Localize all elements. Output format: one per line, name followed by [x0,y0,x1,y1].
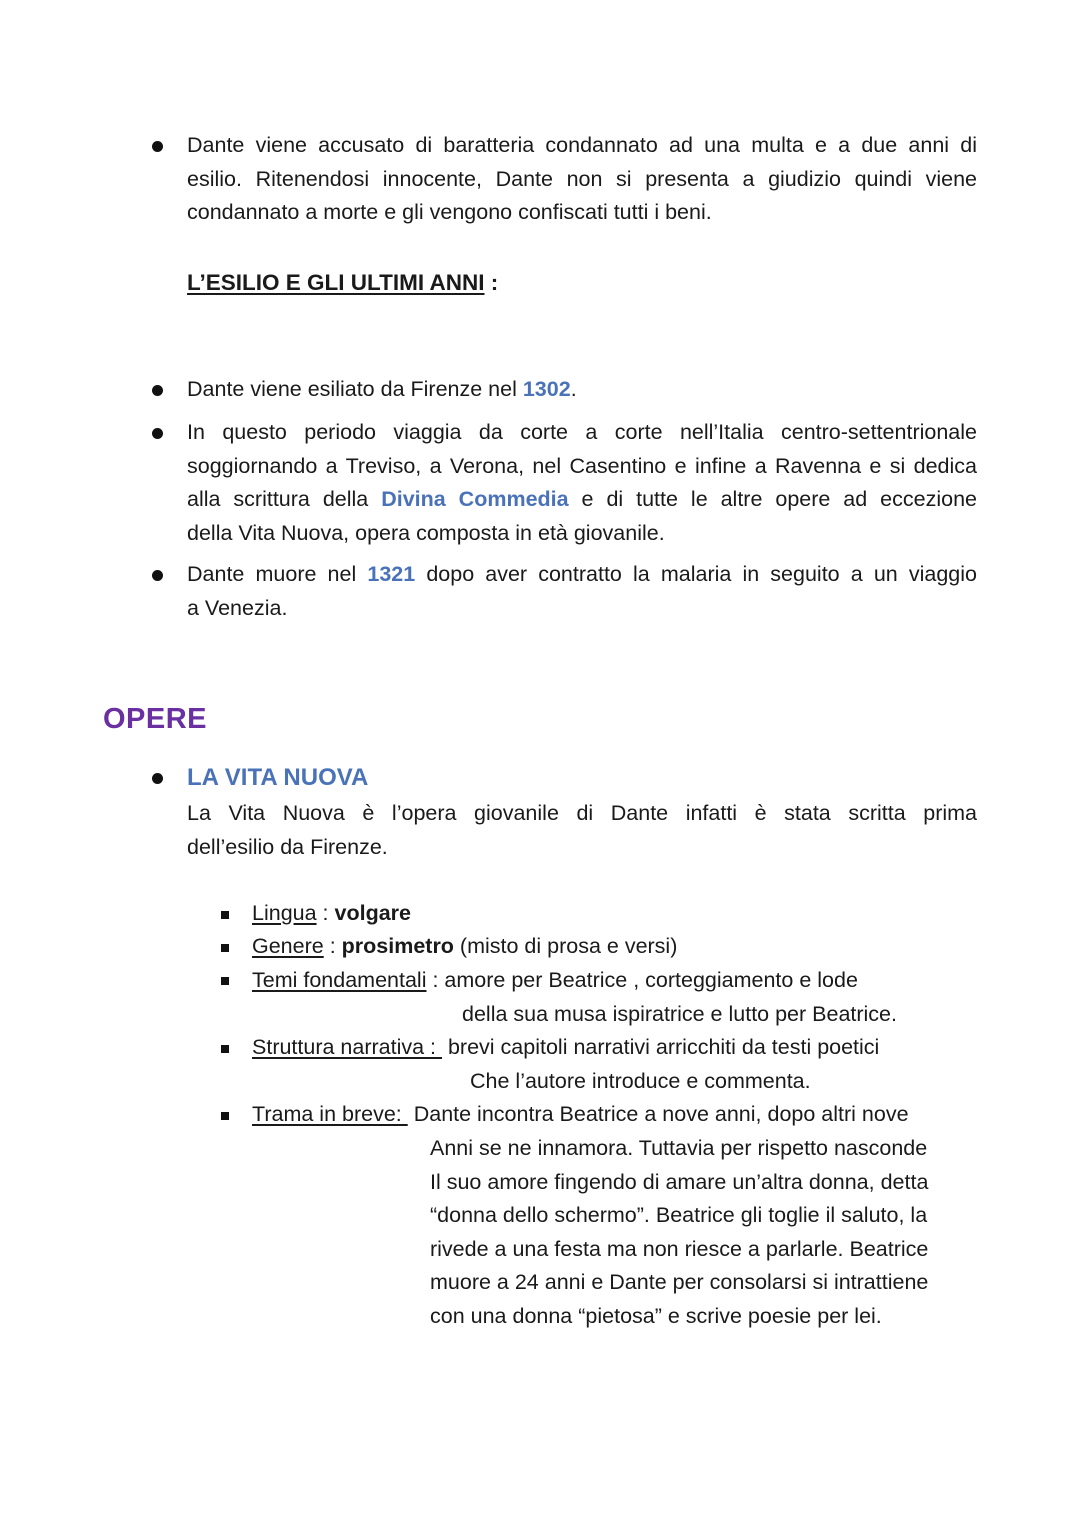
detail-label: Struttura narrativa : [252,1035,442,1059]
text-line: condannato a morte e gli vengono confiscati tutti i beni. [187,200,712,224]
detail-temi-continuation: della sua musa ispiratrice e lutto per Beatrice. [462,1002,897,1026]
detail-trama [252,1098,909,1132]
bullet-dot [152,385,163,396]
section-heading-colon: : [490,270,499,295]
detail-label: Genere [252,934,324,958]
highlight-year: 1302 [522,377,571,401]
text-line: della Vita Nuova, opera composta in età giovanile. [187,520,665,545]
detail-genere [252,930,677,964]
text-line: esilio. Ritenendosi innocente, Dante non si presenta a giudizio quindi viene [187,166,977,191]
bullet-esilio-morte [187,558,977,625]
text-line: rivede a una festa ma non riesce a parlarle. Beatrice [430,1236,929,1261]
bullet-dot [152,141,163,152]
text-line: La Vita Nuova è l’opera giovanile di Dante infatti è stata scritta prima [187,801,977,825]
detail-value: prosimetro [341,934,454,958]
text-segment: : [316,901,335,925]
bullet-dot [152,428,163,439]
text-line: con una donna “pietosa” e scrive poesie per lei. [430,1303,882,1328]
text-segment: dopo aver contratto la malaria in seguito a un viaggio [415,562,977,586]
highlight-divina-commedia: Divina Commedia [381,487,569,511]
detail-label: Lingua [252,901,317,925]
square-bullet [221,944,229,952]
text-segment: e di tutte le altre opere ad eccezione [568,487,977,511]
bullet-esilio-1302 [187,373,577,407]
bullet-dot [152,773,163,784]
opere-heading: OPERE [103,703,208,735]
text-segment: (misto di prosa e versi) [453,934,678,958]
highlight-year: 1321 [367,562,416,586]
detail-label: Trama in breve: [252,1102,408,1126]
text-line: soggiornando a Treviso, a Verona, nel Casentino e infine a Ravenna e si dedica [187,453,977,478]
text-line: dell’esilio da Firenze. [187,834,388,859]
square-bullet [221,911,229,919]
detail-struttura-continuation: Che l’autore introduce e commenta. [470,1069,811,1093]
text-segment: alla scrittura della [187,487,382,511]
vita-nuova-intro [187,797,977,864]
text-segment: . [570,377,577,401]
text-segment: : amore per Beatrice , corteggiamento e lode [426,968,858,992]
square-bullet [221,1112,229,1120]
section-heading-esilio [187,266,498,300]
text-line: muore a 24 anni e Dante per consolarsi si intrattiene [430,1270,929,1294]
text-segment: brevi capitoli narrativi arricchiti da testi poetici [442,1035,880,1059]
square-bullet [221,1045,229,1053]
bullet-paragraph-baratteria [187,129,977,230]
text-line: Anni se ne innamora. Tuttavia per rispetto nasconde [430,1136,928,1160]
text-line: In questo periodo viaggia da corte a corte nell’Italia centro-settentrionale [187,420,977,444]
text-line: a Venezia. [187,595,288,620]
detail-value: volgare [334,901,411,925]
text-line: Il suo amore fingendo di amare un’altra donna, detta [430,1169,929,1194]
bullet-esilio-viaggi [187,416,977,550]
text-segment: Dante incontra Beatrice a nove anni, dopo altri nove [407,1102,909,1126]
text-line [187,483,977,517]
text-line: “donna dello schermo”. Beatrice gli toglie il saluto, la [430,1203,928,1227]
square-bullet [221,977,229,985]
detail-struttura [252,1031,879,1065]
detail-trama-continuation [430,1132,990,1333]
detail-lingua [252,897,411,931]
text-line: Dante viene accusato di baratteria condannato ad una multa e a due anni di [187,133,977,157]
section-heading-title: L’ESILIO E GLI ULTIMI ANNI [187,270,485,295]
detail-temi [252,964,858,998]
bullet-dot [152,570,163,581]
text-line [187,558,977,592]
text-segment: : [323,934,342,958]
vita-nuova-title: LA VITA NUOVA [187,764,369,791]
text-segment: Dante viene esiliato da Firenze nel [187,377,523,401]
detail-label: Temi fondamentali [252,968,427,992]
text-segment: Dante muore nel [187,562,368,586]
